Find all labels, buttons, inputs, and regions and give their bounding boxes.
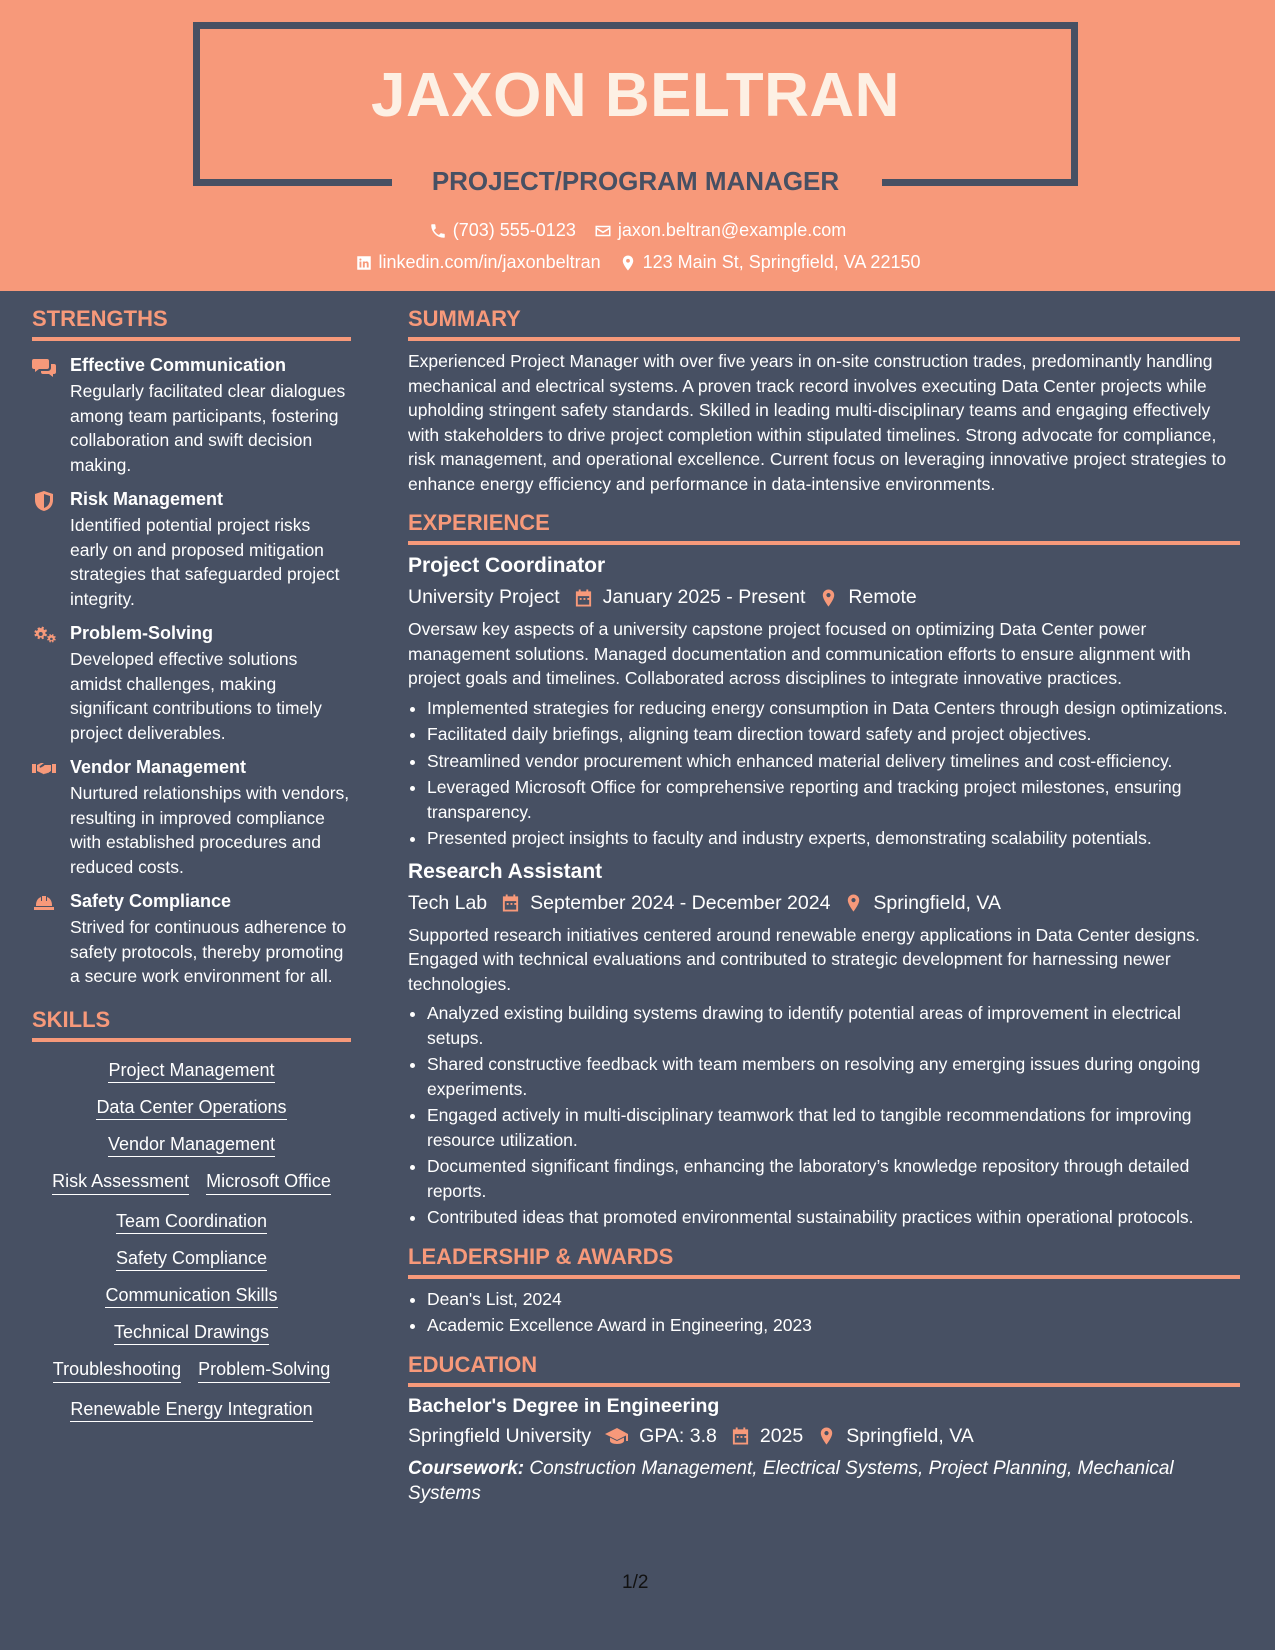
email-text: jaxon.beltran@example.com: [617, 220, 847, 240]
skill-tag: Problem-Solving: [198, 1359, 330, 1383]
page-number: 1/2: [622, 1572, 649, 1593]
job-entry: [408, 860, 1240, 1230]
strength-desc: Strived for continuous adherence to safety protocols, thereby promoting a secure work environment for all.: [70, 917, 347, 986]
map-pin-icon: [819, 588, 838, 608]
job-location: Springfield, VA: [873, 891, 1001, 914]
skill-tag: Data Center Operations: [96, 1097, 286, 1120]
candidate-name: JAXON BELTRAN: [371, 61, 900, 130]
job-title: Research Assistant: [408, 859, 603, 883]
calendar-icon: [574, 588, 593, 608]
shield-icon: [32, 491, 56, 511]
summary-title: SUMMARY: [408, 306, 1240, 341]
strength-title: Problem-Solving: [70, 623, 214, 643]
bullet-item: • Streamlined vendor procurement which enhanced material delivery timelines and cost-efficiency.: [427, 749, 1240, 774]
skill-tag: Safety Compliance: [116, 1248, 267, 1271]
strength-title: Vendor Management: [70, 757, 247, 777]
strength-desc: Nurtured relationships with vendors, resulting in improved compliance with established procedures and reduced costs.: [70, 783, 350, 877]
gpa-text: GPA: 3.8: [639, 1424, 717, 1447]
bullet-item: • Engaged actively in multi-disciplinary teamwork that led to tangible recommendations for improving resource utilization.: [427, 1103, 1240, 1152]
calendar-icon: [731, 1426, 750, 1446]
skill-tag: Troubleshooting: [53, 1359, 181, 1383]
strength-title: Risk Management: [70, 489, 224, 509]
address-text: 123 Main St, Springfield, VA 22150: [642, 252, 921, 272]
skill-tag: Risk Assessment: [52, 1171, 189, 1195]
education-section: [408, 1352, 1240, 1506]
coursework-list: Construction Management, Electrical Systems, Project Planning, Mechanical Systems: [408, 1457, 1174, 1504]
bullet-item: • Presented project insights to faculty and industry experts, demonstrating scalability potentials.: [427, 826, 1240, 851]
job-desc: Supported research initiatives centered around renewable energy applications in Data Center designs. Engaged with technical evaluations and contributed to strategic development for harnessing newer technologies.: [408, 924, 1200, 994]
school-name: Springfield University: [408, 1424, 592, 1447]
leadership-title: LEADERSHIP & AWARDS: [408, 1244, 1240, 1279]
leadership-section: [408, 1244, 1240, 1338]
email-contact[interactable]: [594, 220, 846, 241]
skills-section: [32, 1007, 351, 1420]
bullet-item: • Shared constructive feedback with team members on resolving any emerging issues during ongoing experiments.: [427, 1052, 1240, 1101]
coursework: [408, 1456, 1240, 1506]
skills-list: [32, 1060, 351, 1420]
job-meta: [408, 586, 1240, 609]
bullet-item: • Leveraged Microsoft Office for comprehensive reporting and tracking project milestones, ensuring transparency.: [427, 775, 1240, 824]
linkedin-icon: [355, 254, 373, 272]
right-column: [408, 291, 1240, 1506]
school-location: Springfield, VA: [846, 1424, 974, 1447]
bullet-item: • Documented significant findings, enhancing the laboratory’s knowledge repository through detailed reports.: [427, 1154, 1240, 1203]
map-pin-icon: [817, 1426, 836, 1446]
map-pin-icon: [844, 893, 863, 913]
graduation-cap-icon: [605, 1426, 629, 1446]
left-column: [32, 291, 351, 1420]
contact-row-1: [0, 220, 1275, 241]
education-title: EDUCATION: [408, 1352, 1240, 1387]
job-title: Project Coordinator: [408, 554, 606, 577]
handshake-icon: [32, 759, 56, 779]
linkedin-text: linkedin.com/in/jaxonbeltran: [378, 252, 601, 272]
job-desc: Oversaw key aspects of a university capstone project focused on optimizing Data Center power management solutions. Managed documentation and communication efforts to ensure alignment with project goals and timelines. Collaborated across disciplines to integrate innovative practices.: [408, 619, 1191, 688]
map-pin-icon: [619, 254, 637, 272]
strengths-section: [32, 306, 351, 989]
experience-section: [408, 510, 1240, 1230]
skill-tag: Team Coordination: [116, 1211, 267, 1234]
strength-item: [32, 623, 351, 745]
gears-icon: [32, 625, 56, 645]
summary-section: [408, 306, 1240, 496]
comments-icon: [32, 357, 56, 377]
strength-item: [32, 489, 351, 611]
education-meta: [408, 1425, 1240, 1448]
job-role: PROJECT/PROGRAM MANAGER: [431, 166, 840, 196]
skill-tag: Vendor Management: [108, 1134, 275, 1157]
skill-tag: Project Management: [108, 1060, 274, 1083]
phone-icon: [429, 222, 447, 240]
awards-list: [408, 1287, 1240, 1338]
strength-title: Safety Compliance: [70, 891, 232, 911]
job-dates: January 2025 - Present: [602, 586, 806, 608]
strength-desc: Developed effective solutions amidst challenges, making significant contributions to timely project deliverables.: [70, 649, 322, 743]
bullet-item: • Contributed ideas that promoted environmental sustainability practices within operational protocols.: [427, 1205, 1240, 1230]
bullet-item: • Implemented strategies for reducing energy consumption in Data Centers through design optimizations.: [427, 696, 1240, 721]
strength-title: Effective Communication: [70, 355, 287, 375]
job-meta: [408, 892, 1240, 915]
job-entry: [408, 554, 1240, 851]
linkedin-contact[interactable]: [355, 252, 601, 273]
header-banner: [0, 0, 1275, 291]
award-item: • Academic Excellence Award in Engineering, 2023: [427, 1313, 1240, 1338]
job-location: Remote: [848, 586, 917, 608]
calendar-icon: [501, 893, 520, 913]
skill-tag: Communication Skills: [105, 1285, 277, 1308]
skill-tag: Renewable Energy Integration: [70, 1399, 312, 1422]
address-contact: [619, 252, 921, 273]
job-dates: September 2024 - December 2024: [530, 891, 831, 914]
award-item: • Dean's List, 2024: [427, 1287, 1240, 1312]
skill-tag: Microsoft Office: [206, 1171, 331, 1195]
job-bullets: [408, 696, 1240, 851]
hard-hat-icon: [32, 893, 56, 913]
grad-year: 2025: [759, 1424, 804, 1447]
bullet-item: • Analyzed existing building systems drawing to identify potential areas of improvement in electrical setups.: [427, 1001, 1240, 1050]
degree-title: Bachelor's Degree in Engineering: [408, 1394, 720, 1417]
phone-text: (703) 555-0123: [452, 220, 576, 240]
job-org: Tech Lab: [408, 891, 488, 914]
coursework-label: Coursework:: [408, 1457, 525, 1479]
strength-item: [32, 757, 351, 879]
strength-desc: Identified potential project risks early on and proposed mitigation strategies that safeguarded project integrity.: [70, 515, 340, 609]
strengths-title: STRENGTHS: [32, 306, 351, 341]
skills-title: SKILLS: [32, 1007, 351, 1042]
experience-title: EXPERIENCE: [408, 510, 1240, 545]
job-bullets: [408, 1001, 1240, 1230]
strength-item: [32, 355, 351, 477]
bullet-item: • Facilitated daily briefings, aligning team direction toward safety and project objectives.: [427, 722, 1240, 747]
phone-contact[interactable]: [429, 220, 576, 241]
strength-desc: Regularly facilitated clear dialogues among team participants, fostering collaboration and swift decision making.: [70, 381, 346, 475]
strength-item: [32, 891, 351, 989]
job-org: University Project: [408, 586, 560, 608]
summary-text: Experienced Project Manager with over five years in on-site construction trades, predominantly handling mechanical and electrical systems. A proven track record involves executing Data Center projects while upholding stringent safety standards. Skilled in leading multi-disciplinary teams and engaging effectively with stakeholders to drive project completion within stipulated timelines. Strong advocate for compliance, risk management, and operational excellence. Current focus on leveraging innovative project strategies to enhance energy efficiency and performance in data-intensive environments.: [408, 351, 1227, 494]
contact-row-2: [0, 252, 1275, 273]
envelope-icon: [594, 222, 612, 240]
skill-tag: Technical Drawings: [114, 1322, 269, 1345]
